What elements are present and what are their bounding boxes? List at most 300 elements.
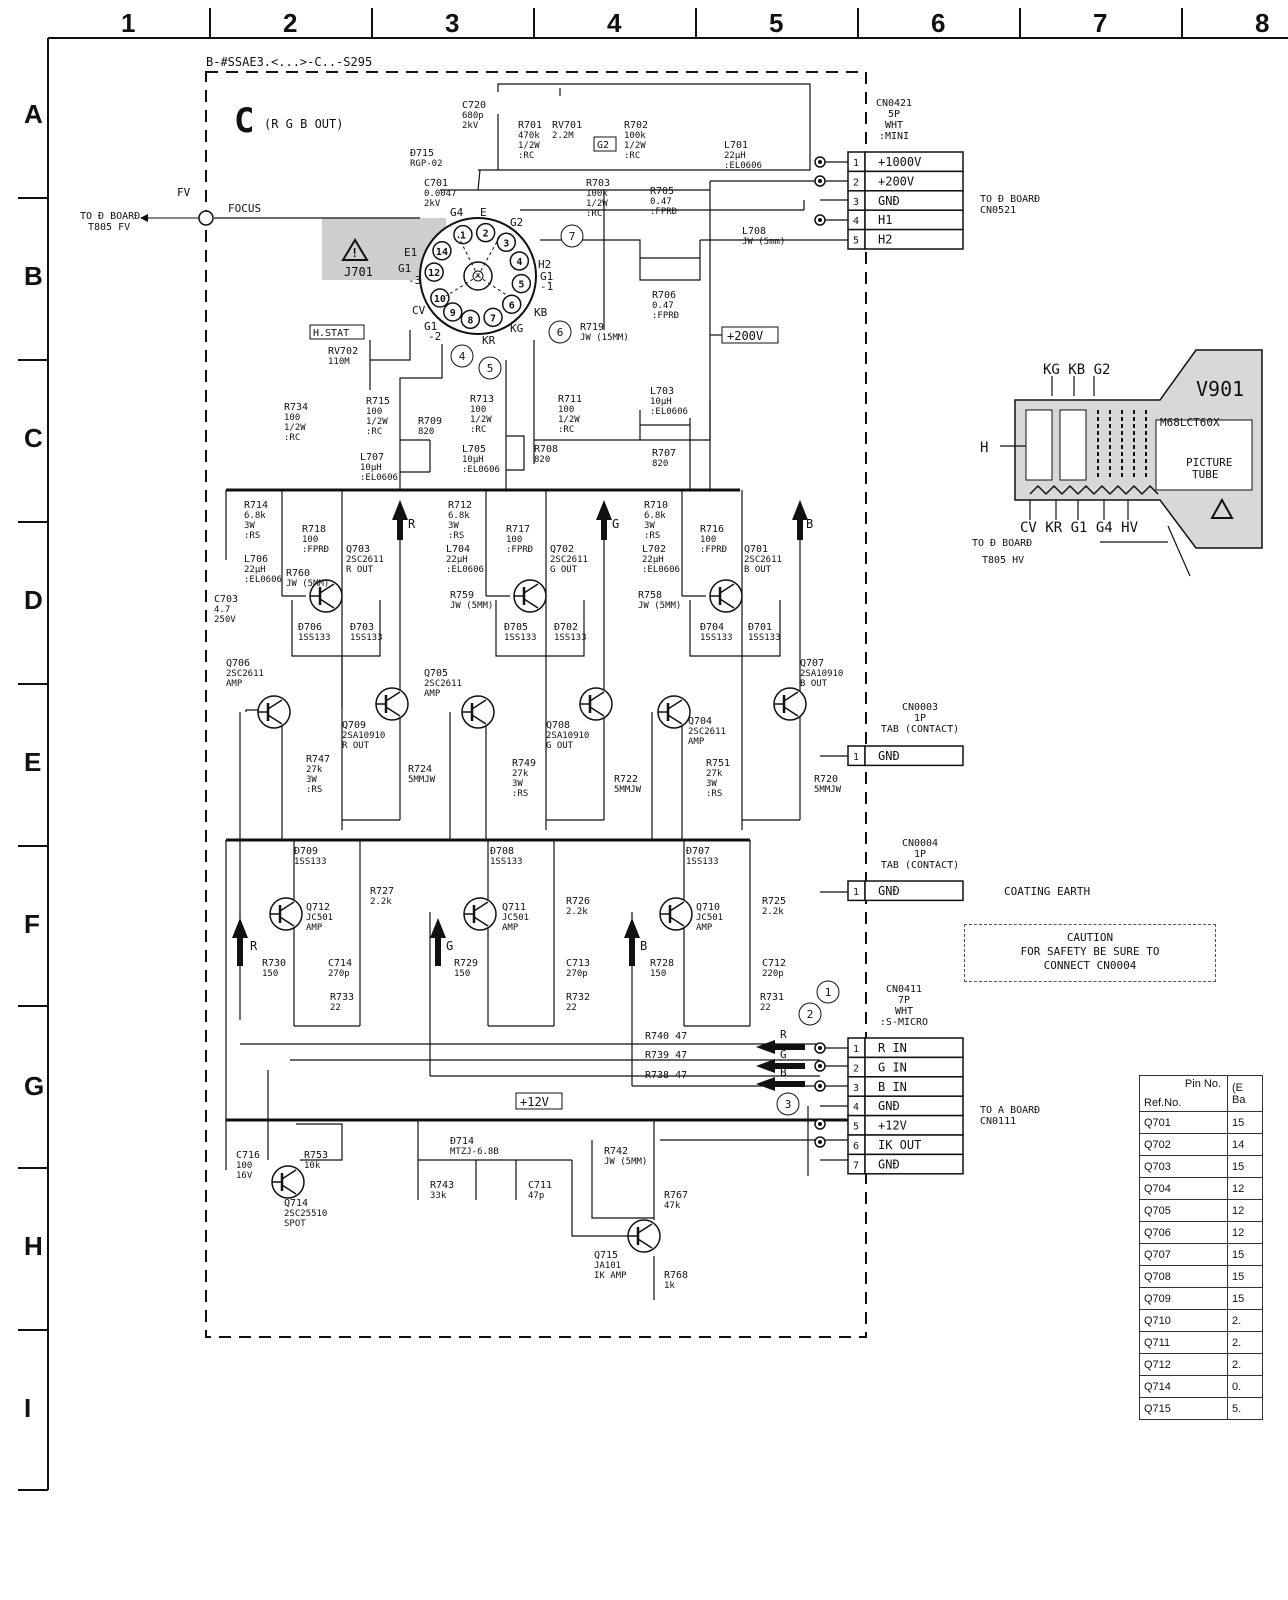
part-label-line: JA101 xyxy=(594,1261,622,1271)
part-label-line: 3W xyxy=(306,775,317,785)
part-label-line: R743 xyxy=(430,1180,455,1191)
part-r760 xyxy=(286,568,329,589)
part-label-line: 100 xyxy=(558,405,575,415)
part-label-line: 1SS133 xyxy=(686,857,719,867)
header-e: (E xyxy=(1232,1081,1243,1094)
part-label-line: :FPRĐ xyxy=(652,311,680,321)
pin-number: 1 xyxy=(852,1044,860,1055)
part-label-line: :RC xyxy=(284,433,301,443)
part-label-line: 2kV xyxy=(462,121,479,131)
part-label-line: R759 xyxy=(450,590,475,601)
connector-destination: CN0111 xyxy=(980,1116,1017,1127)
part-l704 xyxy=(446,544,484,575)
part-d705 xyxy=(504,622,537,643)
part-label-line: :RS xyxy=(512,789,529,799)
part-l703 xyxy=(650,386,688,417)
column-label: 8 xyxy=(1255,8,1270,38)
part-label-line: 2SC2611 xyxy=(688,727,726,737)
connector-title-line: 7P xyxy=(897,995,911,1006)
transistor-symbol xyxy=(272,1166,304,1198)
table-row xyxy=(1140,1288,1263,1310)
part-r712 xyxy=(448,500,472,541)
part-q703 xyxy=(346,544,384,575)
part-label-line: JW (5MM) xyxy=(286,579,330,589)
part-r747 xyxy=(306,754,330,795)
table-row xyxy=(1140,1222,1263,1244)
pin-number: 4 xyxy=(852,216,860,228)
transistor-symbol xyxy=(774,688,806,720)
header-pin-no: Pin No. xyxy=(1184,1078,1221,1090)
part-label-line: JW (5mm) xyxy=(742,237,786,247)
part-r731 xyxy=(760,992,784,1013)
pin-number: 2 xyxy=(852,177,860,189)
part-label-line: Đ709 xyxy=(294,846,319,857)
part-label-line: H.STAT xyxy=(313,328,350,339)
part-label-line: 470k xyxy=(518,131,540,141)
part-label-line: 2.2k xyxy=(762,907,784,917)
part-q715 xyxy=(594,1250,627,1281)
part-label-line: :RC xyxy=(624,151,641,161)
part-label-line: R716 xyxy=(700,524,725,535)
part-label-line: 27k xyxy=(306,765,323,775)
connector-destination: TO A BOARĐ xyxy=(980,1105,1041,1116)
part-r724 xyxy=(408,764,436,785)
part-label-line: 22μH xyxy=(642,555,664,565)
part-label-line: JC501 xyxy=(306,913,334,923)
part-r729 xyxy=(454,958,478,979)
socket-pin xyxy=(425,263,443,281)
part-label-line: R751 xyxy=(706,758,731,769)
connector-title-line: WHT xyxy=(894,1006,914,1017)
part-label-line: JW (15MM) xyxy=(580,333,629,343)
part-label-line: 1SS133 xyxy=(748,633,781,643)
part-label-line: 2.2k xyxy=(566,907,588,917)
table-cell: Q704 xyxy=(1140,1178,1228,1200)
connector-destination: TO Đ BOARĐ xyxy=(980,194,1041,205)
connector-title-line: TAB (CONTACT) xyxy=(880,860,960,871)
transistor-symbol xyxy=(580,688,612,720)
part-label-line: 22μH xyxy=(446,555,468,565)
jack-dot xyxy=(818,1122,822,1126)
transistor-symbol xyxy=(270,898,302,930)
pin-label: +1000V xyxy=(878,155,922,169)
part-q709 xyxy=(342,720,385,751)
table-cell: Q714 xyxy=(1140,1376,1228,1398)
caution-title: CAUTION xyxy=(1066,931,1114,944)
pin-number: 6 xyxy=(852,1141,860,1152)
part-label-line: 4.7 xyxy=(214,605,231,615)
part-label-line: 0.0047 xyxy=(424,189,457,199)
table-cell: 5. xyxy=(1228,1398,1263,1420)
part-label-line: 5MMJW xyxy=(408,775,436,785)
tube-top-labels: KG KB G2 xyxy=(1043,362,1111,378)
part-label-line: 10μH xyxy=(462,455,484,465)
pin-label: GNĐ xyxy=(878,884,900,898)
connector-title-line: WHT xyxy=(884,120,904,131)
svg-text:1: 1 xyxy=(459,230,466,242)
part-label-line: Đ706 xyxy=(298,622,323,633)
part-label-line: JW (5MM) xyxy=(638,601,682,611)
part-label-line: 150 xyxy=(262,969,279,979)
part-r734 xyxy=(284,402,308,443)
pin-number: 3 xyxy=(852,196,860,208)
board-code: B-#SSAE3.<...>-C..-S295 xyxy=(206,55,373,69)
socket-pin xyxy=(510,252,528,270)
table-cell: Q712 xyxy=(1140,1354,1228,1376)
part-label-line: 3W xyxy=(244,521,255,531)
part-label-line: 2.2k xyxy=(370,897,392,907)
part-label-line: R710 xyxy=(644,500,669,511)
part-label-line: AMP xyxy=(502,923,519,933)
pin-number: 1 xyxy=(852,158,860,169)
svg-text:12: 12 xyxy=(428,268,441,280)
part-label-line: R725 xyxy=(762,896,787,907)
part-label-line: Q710 xyxy=(696,902,721,913)
part-label-line: 10μH xyxy=(360,463,382,473)
table-cell: 12 xyxy=(1228,1178,1263,1200)
socket-pin xyxy=(461,310,479,328)
table-row xyxy=(1140,1332,1263,1354)
part-label-line: 22μH xyxy=(724,151,746,161)
socket-pin xyxy=(444,303,462,321)
part-r768 xyxy=(664,1270,688,1291)
part-label-line: R727 xyxy=(370,886,395,897)
part-label-line: 1/2W xyxy=(366,417,388,427)
part-label-line: Đ714 xyxy=(450,1136,475,1147)
part-label-line: B OUT xyxy=(744,565,772,575)
svg-text:R: R xyxy=(250,939,258,953)
part-label-line: 220p xyxy=(762,969,784,979)
part-q705 xyxy=(424,668,462,699)
part-label-line: Đ701 xyxy=(748,622,773,633)
part-label-line: 100k xyxy=(586,189,608,199)
part-label-line: JC501 xyxy=(696,913,724,923)
socket-pin-label: KR xyxy=(482,334,496,347)
table-row xyxy=(1140,1134,1263,1156)
part-label-line: R706 xyxy=(652,290,677,301)
column-label: 7 xyxy=(1093,8,1108,38)
pin-label: G IN xyxy=(878,1060,907,1075)
svg-text:G: G xyxy=(780,1048,787,1061)
svg-text:2: 2 xyxy=(482,228,489,240)
transistor-symbol xyxy=(462,696,494,728)
part-label-line: R702 xyxy=(624,120,649,131)
column-label: 1 xyxy=(121,8,136,38)
part-label-line: 47k xyxy=(664,1201,681,1211)
part-r710 xyxy=(644,500,668,541)
socket-pin-label: CV xyxy=(412,304,426,317)
part-label-line: R740 47 xyxy=(645,1031,688,1042)
part-label-line: 100 xyxy=(506,535,523,545)
pin-number: 5 xyxy=(852,235,860,247)
socket-pin-label: KG xyxy=(510,322,524,335)
part-label-line: 47p xyxy=(528,1191,545,1201)
connector-title-line: :S-MICRO xyxy=(879,1017,929,1028)
part-label-line: C711 xyxy=(528,1180,553,1191)
socket-pin-label: E1 xyxy=(404,246,418,259)
table-header-ref xyxy=(1140,1076,1228,1112)
part-label-line: Q709 xyxy=(342,720,367,731)
part-r703 xyxy=(586,178,610,219)
part-label-line: Q711 xyxy=(502,902,527,913)
socket-pin xyxy=(433,242,451,260)
socket-pin-label: KB xyxy=(534,306,548,319)
table-cell: Q715 xyxy=(1140,1398,1228,1420)
pin-label: GNĐ xyxy=(878,749,900,763)
board-letter: C xyxy=(234,101,255,141)
callout-number: 1 xyxy=(824,986,832,999)
part-label-line: 3W xyxy=(512,779,523,789)
part-label-line: C712 xyxy=(762,958,787,969)
part-label-line: :FPRĐ xyxy=(302,545,330,555)
table-cell: 15 xyxy=(1228,1156,1263,1178)
part-label-line: Đ705 xyxy=(504,622,529,633)
part-q710 xyxy=(696,902,723,933)
part-label-line: 3W xyxy=(644,521,655,531)
part-label-line: 2kV xyxy=(424,199,441,209)
part-label-line: 100 xyxy=(366,407,383,417)
pin-label: H2 xyxy=(878,232,893,247)
part-label-line: 250V xyxy=(214,615,236,625)
part-label-line: AMP xyxy=(696,923,713,933)
part-d706 xyxy=(298,622,331,643)
part-r708 xyxy=(534,444,558,465)
part-label-line: R719 xyxy=(580,322,605,333)
caution-line-2: CONNECT CN0004 xyxy=(1043,959,1137,972)
part-label-line: 100 xyxy=(236,1161,253,1171)
part-label-line: L708 xyxy=(742,226,767,237)
svg-text:R: R xyxy=(408,517,416,531)
jack-dot xyxy=(818,179,822,183)
part-rv701 xyxy=(552,120,582,141)
tube-dest-1: TO Đ BOARĐ xyxy=(972,538,1033,549)
part-r742 xyxy=(604,1146,647,1167)
part-q708 xyxy=(546,720,589,751)
transistor-symbol xyxy=(710,580,742,612)
part-label-line: Đ704 xyxy=(700,622,725,633)
part-label-line: 820 xyxy=(652,459,669,469)
part-l701 xyxy=(724,140,762,171)
part-label-line: :RS xyxy=(644,531,661,541)
pin-number: 1 xyxy=(852,887,860,898)
header-ref-no: Ref.No. xyxy=(1144,1097,1182,1109)
part-label-line: B OUT xyxy=(800,679,828,689)
transistor-symbol xyxy=(660,898,692,930)
part-r716 xyxy=(700,524,727,555)
part-label-line: :RC xyxy=(518,151,535,161)
column-label: 3 xyxy=(445,8,460,38)
table-header-col xyxy=(1228,1076,1263,1112)
svg-text:B: B xyxy=(780,1066,787,1079)
pin-number: 4 xyxy=(852,1102,860,1114)
part-q707 xyxy=(800,658,843,689)
part-label-line: :RC xyxy=(558,425,575,435)
part-q702 xyxy=(550,544,588,575)
pin-number: 2 xyxy=(852,1063,860,1075)
part-label-line: JC501 xyxy=(502,913,530,923)
part-q712 xyxy=(306,902,333,933)
pin-label: +200V xyxy=(878,174,915,189)
part-label-line: L705 xyxy=(462,444,487,455)
part-label-line: 100k xyxy=(624,131,646,141)
focus-dest-2: T805 FV xyxy=(88,222,131,233)
part-label-line: R732 xyxy=(566,992,591,1003)
part-label-line: C720 xyxy=(462,100,487,111)
table-cell: Q708 xyxy=(1140,1266,1228,1288)
part-label-line: R733 xyxy=(330,992,355,1003)
part-label-line: R768 xyxy=(664,1270,689,1281)
part-r753 xyxy=(304,1150,328,1171)
part-d704 xyxy=(700,622,733,643)
tube-model: M68LCT60X xyxy=(1160,416,1220,429)
socket-pin-label: -1 xyxy=(540,280,554,293)
part-label-line: C716 xyxy=(236,1150,261,1161)
part-label-line: R767 xyxy=(664,1190,689,1201)
part-label-line: 5MMJW xyxy=(614,785,642,795)
row-label: C xyxy=(24,423,43,453)
table-cell: Q705 xyxy=(1140,1200,1228,1222)
pin-number: 3 xyxy=(852,1082,860,1094)
part-label-line: 100 xyxy=(470,405,487,415)
part-c703 xyxy=(214,594,238,625)
row-labels xyxy=(24,99,44,1423)
part-r715 xyxy=(366,396,390,437)
part-label-line: R739 47 xyxy=(645,1050,688,1061)
callouts xyxy=(451,225,839,1115)
part-label-line: 0.47 xyxy=(652,301,674,311)
part-r758 xyxy=(638,590,681,611)
table-row xyxy=(1140,1112,1263,1134)
header-ba: Ba xyxy=(1232,1093,1246,1106)
part-label-line: C713 xyxy=(566,958,591,969)
part-label-line: Q705 xyxy=(424,668,449,679)
part-label-line: Q712 xyxy=(306,902,331,913)
part-label-line: R701 xyxy=(518,120,543,131)
part-label-line: 2SC2611 xyxy=(346,555,384,565)
part-label-line: 100 xyxy=(284,413,301,423)
svg-text:!: ! xyxy=(351,246,359,260)
transistor-symbol xyxy=(376,688,408,720)
socket-pin xyxy=(503,295,521,313)
part-label-line: Đ703 xyxy=(350,622,375,633)
connector-cn0004 xyxy=(848,838,1090,900)
part-label-line: R712 xyxy=(448,500,473,511)
socket-pin-label: E xyxy=(480,206,487,219)
part-label-line: RGP-02 xyxy=(410,159,443,169)
part-r725 xyxy=(762,896,786,917)
svg-text:R: R xyxy=(780,1028,787,1041)
socket-pin xyxy=(431,289,449,307)
focus-label: FOCUS xyxy=(228,202,262,215)
table-cell: 12 xyxy=(1228,1200,1263,1222)
part-label-line: 1SS133 xyxy=(350,633,383,643)
part-label-line: L703 xyxy=(650,386,675,397)
part-label-line: 33k xyxy=(430,1191,447,1201)
part-label-line: 270p xyxy=(566,969,588,979)
part-label-line: Q706 xyxy=(226,658,251,669)
svg-text:G: G xyxy=(612,517,620,531)
part-label-line: C701 xyxy=(424,178,449,189)
pin-label: R IN xyxy=(878,1041,907,1055)
part-label-line: 820 xyxy=(534,455,551,465)
row-label: H xyxy=(24,1231,43,1261)
part-q704 xyxy=(688,716,726,747)
row-label: D xyxy=(24,585,43,615)
part-label-line: R717 xyxy=(506,524,531,535)
part-d715 xyxy=(410,148,443,169)
part-label-line: 2SC2611 xyxy=(226,669,264,679)
part-label-line: 110M xyxy=(328,357,350,367)
row-label: E xyxy=(24,747,42,777)
part-label-line: R747 xyxy=(306,754,331,765)
connector-note: COATING EARTH xyxy=(1004,885,1091,898)
table-cell: Q702 xyxy=(1140,1134,1228,1156)
socket-pin-label: G2 xyxy=(510,216,524,229)
part-label-line: G2 xyxy=(597,140,610,151)
part-hstat xyxy=(310,325,364,339)
part-label-line: 820 xyxy=(418,427,435,437)
part-label-line: R711 xyxy=(558,394,583,405)
part-l707 xyxy=(360,452,398,483)
jack-dot xyxy=(818,160,822,164)
socket-pin xyxy=(477,224,495,242)
connector-title-line: 5P xyxy=(887,109,901,120)
part-label-line: 27k xyxy=(512,769,529,779)
callout-number: 7 xyxy=(568,230,576,243)
part-label-line: 1/2W xyxy=(558,415,580,425)
part-r714 xyxy=(244,500,268,541)
part-q706 xyxy=(226,658,264,689)
part-q701 xyxy=(744,544,782,575)
svg-text:6: 6 xyxy=(508,300,515,312)
table-cell: 15 xyxy=(1228,1112,1263,1134)
part-label-line: 22 xyxy=(566,1003,577,1013)
part-l708 xyxy=(742,226,785,247)
part-l706 xyxy=(244,554,282,585)
caution-line-1: FOR SAFETY BE SURE TO xyxy=(1020,945,1160,958)
part-c716 xyxy=(236,1150,260,1181)
part-label-line: 2SC2611 xyxy=(424,679,462,689)
part-r728 xyxy=(650,958,674,979)
callout-number: 2 xyxy=(806,1008,814,1021)
part-label-line: :RS xyxy=(706,789,723,799)
part-label-line: 1SS133 xyxy=(298,633,331,643)
table-row xyxy=(1140,1376,1263,1398)
part-label-line: 6.8k xyxy=(448,511,470,521)
transistor-symbol xyxy=(658,696,690,728)
caution-box xyxy=(964,924,1216,982)
part-label-line: :RC xyxy=(586,209,603,219)
part-label-line: AMP xyxy=(306,923,323,933)
table-cell: 15 xyxy=(1228,1288,1263,1310)
part-label-line: R715 xyxy=(366,396,391,407)
row-label: B xyxy=(24,261,43,291)
part-label-line: G OUT xyxy=(546,741,574,751)
part-r726 xyxy=(566,896,590,917)
part-label-line: IK AMP xyxy=(594,1271,627,1281)
table-row xyxy=(1140,1266,1263,1288)
part-label-line: 5MMJW xyxy=(814,785,842,795)
part-r717 xyxy=(506,524,533,555)
part-r709 xyxy=(418,416,442,437)
part-label-line: R708 xyxy=(534,444,559,455)
part-r720 xyxy=(814,774,842,795)
svg-text:3: 3 xyxy=(503,238,510,250)
part-label-line: :EL0606 xyxy=(360,473,398,483)
part-label-line: R734 xyxy=(284,402,309,413)
part-label-line: :EL0606 xyxy=(724,161,762,171)
connector-title-line: CN0003 xyxy=(901,702,939,713)
